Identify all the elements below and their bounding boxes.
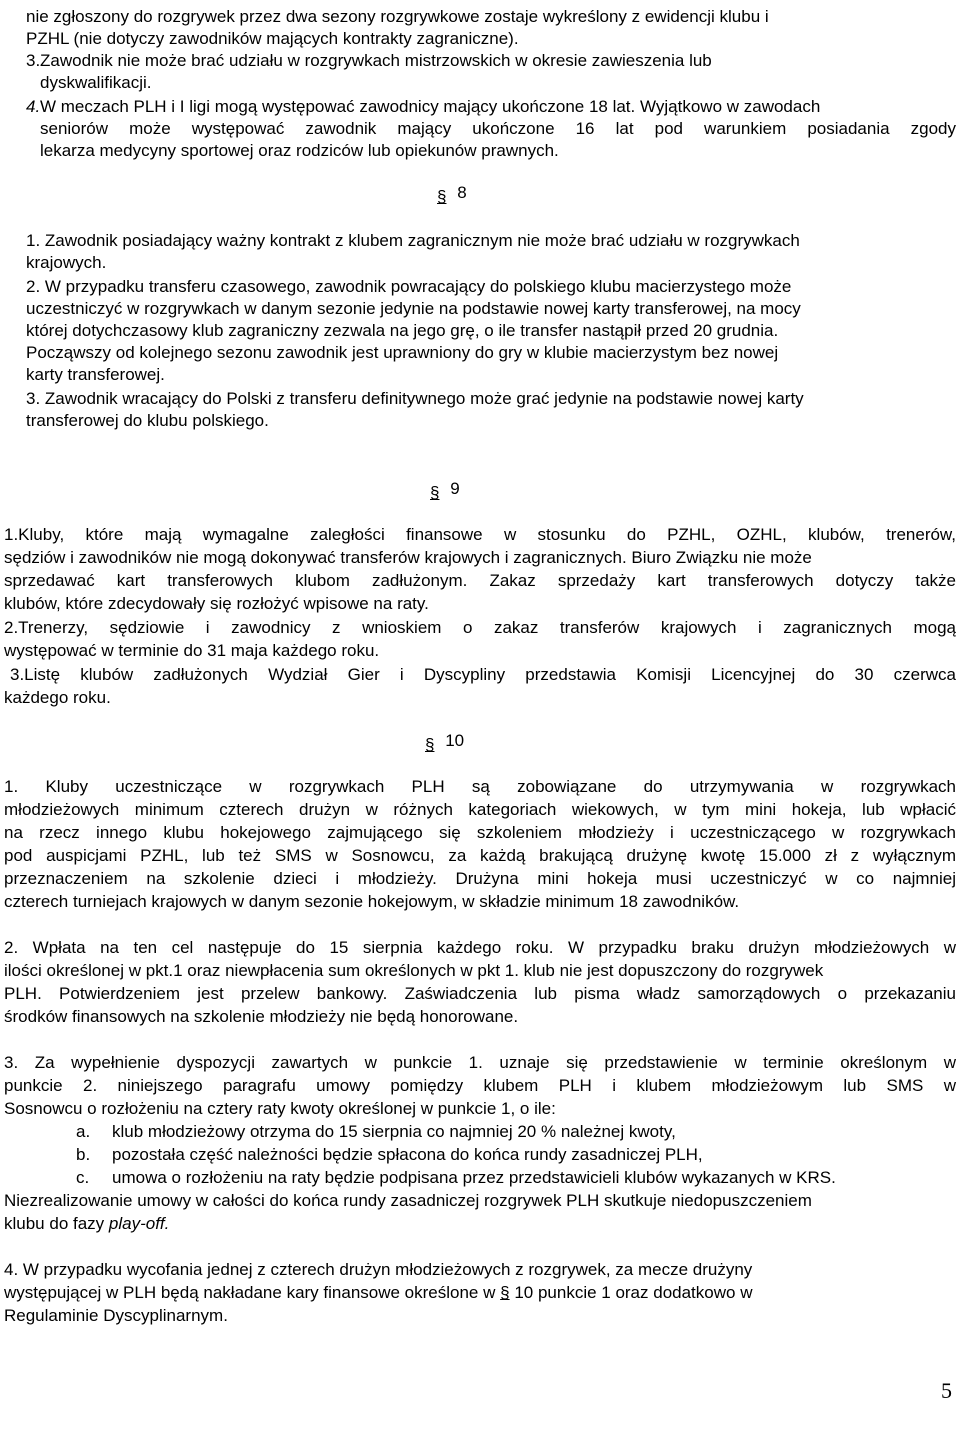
list-item-c: umowa o rozłożeniu na raty będzie podpisana przez przedstawicieli klubów wykazanych w KRS. <box>112 1168 836 1187</box>
paragraph-line: której dotychczasowy klub zagraniczny zezwala na jego grę, o ile transfer nastąpił przed 20 grudnia. <box>26 321 779 340</box>
paragraph-line: krajowych. <box>26 253 107 272</box>
section-symbol: § <box>425 735 435 754</box>
page-number: 5 <box>941 1378 952 1403</box>
list-marker-b: b. <box>76 1145 91 1164</box>
paragraph-line: występować w terminie do 31 maja każdego roku. <box>4 641 380 660</box>
paragraph-line: sprzedawać kart transferowych klubom zadłużonym. Zakaz sprzedaży kart transferowych dotyczy także <box>4 571 956 590</box>
paragraph-line: 1. Kluby uczestniczące w rozgrywkach PLH są zobowiązane do utrzymywania w rozgrywkach <box>4 777 956 796</box>
paragraph-line: Począwszy od kolejnego sezonu zawodnik jest uprawniony do gry w klubie macierzystym bez nowej <box>26 343 779 362</box>
paragraph-line: pod auspicjami PZHL, lub też SMS w Sosnowcu, za każdą brakującą drużynę kwotę 15.000 zł z wyłącznym <box>4 846 956 865</box>
paragraph-line: W meczach PLH i I ligi mogą występować zawodnicy mający ukończone 18 lat. Wyjątkowo w zawodach <box>40 97 821 116</box>
list-marker-a: a. <box>76 1122 91 1141</box>
paragraph-italic-text: play-off. <box>108 1214 170 1233</box>
paragraph-line: 2.Trenerzy, sędziowie i zawodnicy z wnioskiem o zakaz transferów krajowych i zagranicznych mogą <box>4 618 956 637</box>
paragraph-line: sędziów i zawodników nie mogą dokonywać transferów krajowych i zagranicznych. Biuro Związku nie może <box>4 548 812 567</box>
paragraph-line: uczestniczyć w rozgrywkach w danym sezonie jedynie na podstawie nowej karty transferowej, na mocy <box>26 299 801 318</box>
paragraph-line: transferowej do klubu polskiego. <box>26 411 269 430</box>
list-number: 3. <box>26 51 41 70</box>
list-item-b: pozostała część należności będzie spłacona do końca rundy zasadniczej PLH, <box>112 1145 703 1164</box>
section-symbol: § <box>500 1283 510 1302</box>
paragraph-line: karty transferowej. <box>26 365 165 384</box>
paragraph-line: każdego roku. <box>4 688 111 707</box>
section-heading-8 <box>437 183 467 208</box>
paragraph-line: 1. Zawodnik posiadający ważny kontrakt z klubem zagranicznym nie może brać udziału w rozgrywkach <box>26 231 800 250</box>
paragraph-line <box>4 1282 752 1304</box>
list-item-a: klub młodzieżowy otrzyma do 15 sierpnia co najmniej 20 % należnej kwoty, <box>112 1122 676 1141</box>
paragraph-line: PZHL (nie dotyczy zawodników mających kontrakty zagraniczne). <box>26 29 519 48</box>
paragraph-line: 1.Kluby, które mają wymagalne zaległości finansowe w stosunku do PZHL, OZHL, klubów, trenerów, <box>4 525 956 544</box>
paragraph-text: klubu do fazy <box>4 1214 109 1233</box>
section-heading-10 <box>425 731 465 756</box>
paragraph-line: 3. Zawodnik wracający do Polski z transferu definitywnego może grać jedynie na podstawie nowej karty <box>26 389 804 408</box>
paragraph-line: ilości określonej w pkt.1 oraz niewpłacenia sum określonych w pkt 1. klub nie jest dopuszczony do rozgrywek <box>4 961 824 980</box>
paragraph-line: klubów, które zdecydowały się rozłożyć wpisowe na raty. <box>4 594 429 613</box>
paragraph-line: środków finansowych na szkolenie młodzieży nie będą honorowane. <box>4 1007 519 1026</box>
section-number: 8 <box>457 183 467 202</box>
paragraph-line: 2. Wpłata na ten cel następuje do 15 sierpnia każdego roku. W przypadku braku drużyn młodzieżowych w <box>4 938 956 957</box>
section-symbol: § <box>430 483 440 502</box>
paragraph-line: punkcie 2. niniejszego paragrafu umowy pomiędzy klubem PLH i klubem młodzieżowym lub SMS w <box>4 1076 956 1095</box>
paragraph-line: czterech turniejach krajowych w danym sezonie hokejowym, w składzie minimum 18 zawodników. <box>4 892 740 911</box>
paragraph-line: nie zgłoszony do rozgrywek przez dwa sezony rozgrywkowe zostaje wykreślony z ewidencji klubu i <box>26 7 769 26</box>
paragraph-line: dyskwalifikacji. <box>40 73 152 92</box>
paragraph-line: przeznaczeniem na szkolenie dzieci i młodzieży. Drużyna mini hokeja musi uczestniczyć w co najmniej <box>4 869 956 888</box>
paragraph-text: 10 punkcie 1 oraz dodatkowo w <box>509 1283 753 1302</box>
paragraph-line: 3. Za wypełnienie dyspozycji zawartych w punkcie 1. uznaje się przedstawienie w terminie określonym w <box>4 1053 956 1072</box>
paragraph-line: na rzecz innego klubu hokejowego zajmującego się szkoleniem młodzieży i uczestniczącego w rozgrywkach <box>4 823 956 842</box>
paragraph-line: PLH. Potwierdzeniem jest przelew bankowy. Zaświadczenia lub pisma władz samorządowych o przekazaniu <box>4 984 956 1003</box>
paragraph-line: młodzieżowych minimum czterech drużyn w różnych kategoriach wiekowych, w tym mini hokeja, lub wpłacić <box>4 800 956 819</box>
section-number: 9 <box>450 479 460 498</box>
paragraph-line: 3.Listę klubów zadłużonych Wydział Gier i Dyscypliny przedstawia Komisji Licencyjnej do 30 czerwca <box>10 665 956 684</box>
paragraph-line <box>4 1213 169 1235</box>
paragraph-line: Regulaminie Dyscyplinarnym. <box>4 1306 228 1325</box>
paragraph-text: występującej w PLH będą nakładane kary finansowe określone w <box>4 1283 501 1302</box>
paragraph-line: seniorów może występować zawodnik mający ukończone 16 lat pod warunkiem posiadania zgody <box>40 119 956 138</box>
section-number: 10 <box>445 731 465 750</box>
paragraph-line: Sosnowcu o rozłożeniu na cztery raty kwoty określonej w punkcie 1, o ile: <box>4 1099 556 1118</box>
list-marker-c: c. <box>76 1168 90 1187</box>
paragraph-line: lekarza medycyny sportowej oraz rodziców lub opiekunów prawnych. <box>40 141 559 160</box>
section-symbol: § <box>437 187 447 206</box>
paragraph-line: 2. W przypadku transferu czasowego, zawodnik powracający do polskiego klubu macierzystego może <box>26 277 792 296</box>
paragraph-line: Zawodnik nie może brać udziału w rozgrywkach mistrzowskich w okresie zawieszenia lub <box>40 51 712 70</box>
section-heading-9 <box>430 479 460 504</box>
paragraph-line: Niezrealizowanie umowy w całości do końca rundy zasadniczej rozgrywek PLH skutkuje niedopuszczeniem <box>4 1191 812 1210</box>
list-number: 4. <box>26 97 41 116</box>
paragraph-line: 4. W przypadku wycofania jednej z czterech drużyn młodzieżowych z rozgrywek, za mecze drużyny <box>4 1260 753 1279</box>
